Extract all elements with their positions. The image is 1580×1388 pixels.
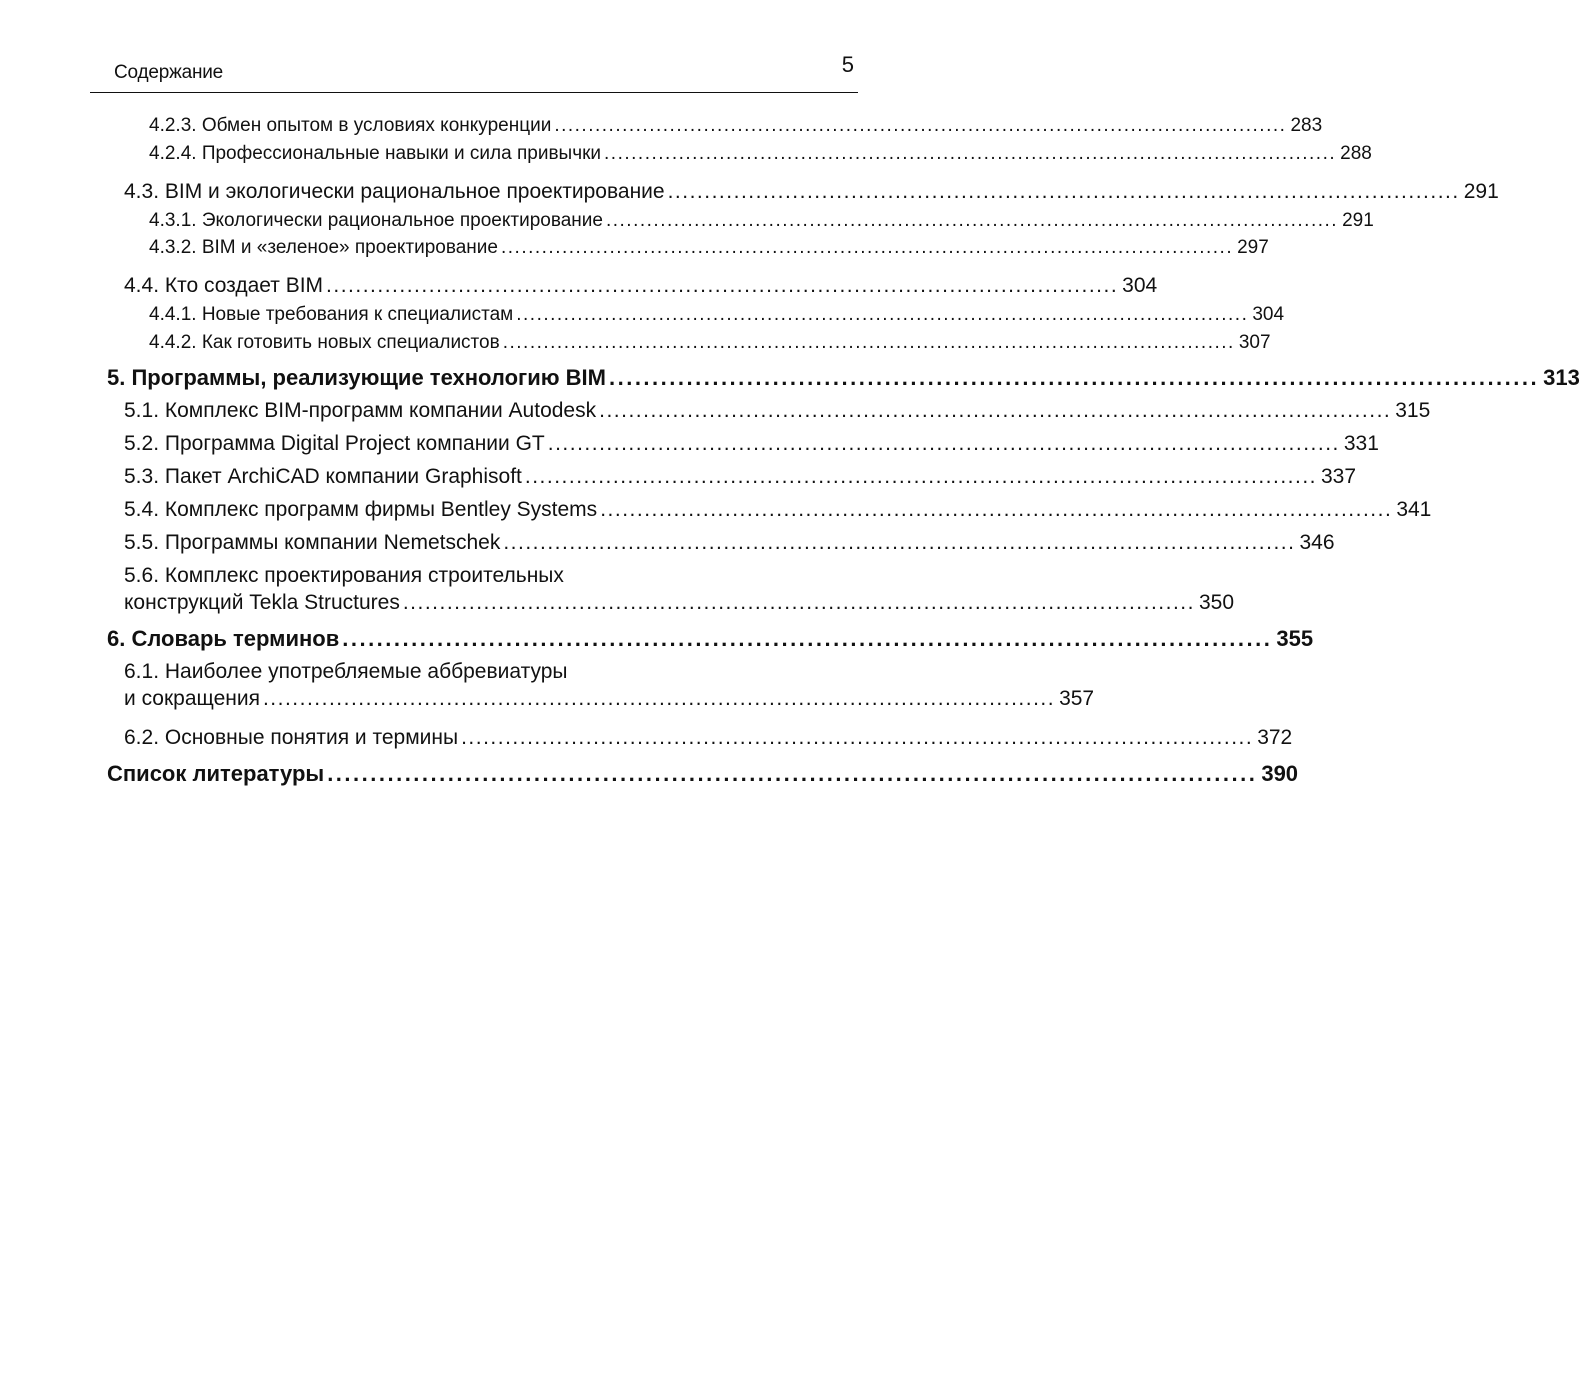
leader-dots: ............................................................................................................ xyxy=(604,143,1337,164)
leader-dots: ............................................................................................................ xyxy=(502,332,1235,353)
toc-entry-title: 5.5. Программы компании Nemetschek xyxy=(124,531,501,554)
toc-entry-page: 304 xyxy=(1122,274,1158,297)
toc-entry-page: 331 xyxy=(1343,432,1379,455)
toc-bibliography[interactable] xyxy=(107,761,1299,787)
toc-entry-page: 297 xyxy=(1237,237,1269,258)
toc-entry-title: конструкций Tekla Structures xyxy=(124,591,400,614)
toc-entry-title: 5.4. Комплекс программ фирмы Bentley Systems xyxy=(124,498,598,521)
leader-dots: ............................................................................................................ xyxy=(516,304,1249,325)
leader-dots: ............................................................................................................ xyxy=(500,237,1234,258)
toc-entry-page: 288 xyxy=(1340,143,1372,164)
toc-entry-page: 350 xyxy=(1198,591,1235,614)
toc-entry-5-5[interactable] xyxy=(124,531,1335,555)
toc-entry-title: 4.3.1. Экологически рациональное проектирование xyxy=(149,210,603,231)
leader-dots: ............................................................................................................ xyxy=(600,498,1393,521)
running-head: Содержание xyxy=(114,62,224,83)
toc-entry-page: 291 xyxy=(1342,210,1374,231)
toc-entry-5-6-line1[interactable]: 5.6. Комплекс проектирования строительных xyxy=(124,564,564,587)
toc-entry-5-2[interactable] xyxy=(124,432,1379,456)
toc-entry-page: 355 xyxy=(1276,626,1314,651)
toc-entry-title: 6. Словарь терминов xyxy=(107,626,340,651)
leader-dots: ............................................................................................................ xyxy=(547,432,1340,455)
toc-entry-6-2[interactable] xyxy=(124,726,1293,750)
toc-entry-page: 283 xyxy=(1290,115,1323,136)
toc-entry-page: 337 xyxy=(1321,465,1357,488)
toc-entry-page: 357 xyxy=(1059,687,1095,710)
toc-entry-page: 291 xyxy=(1463,180,1499,203)
toc-entry-title: 5.2. Программа Digital Project компании GT xyxy=(124,432,545,455)
toc-entry-title: 5. Программы, реализующие технологию BIM xyxy=(107,365,606,390)
toc-entry-page: 304 xyxy=(1252,304,1285,325)
toc-entry-title: 4.3. BIM и экологически рациональное проектирование xyxy=(124,180,665,203)
leader-dots: ............................................................................................................ xyxy=(608,365,1540,390)
toc-entry-5-6[interactable] xyxy=(124,591,1235,615)
toc-entry-title: Список литературы xyxy=(107,761,325,786)
toc-entry-title: 4.4.1. Новые требования к специалистам xyxy=(149,304,514,325)
toc-entry-title: и сокращения xyxy=(124,687,260,710)
leader-dots: ............................................................................................................ xyxy=(605,210,1339,231)
toc-entry-page: 341 xyxy=(1396,498,1432,521)
page-number: 5 xyxy=(841,52,854,77)
toc-entry-title: 6.2. Основные понятия и термины xyxy=(124,726,459,749)
leader-dots: ............................................................................................................ xyxy=(599,399,1392,422)
toc-entry-4-4[interactable] xyxy=(124,274,1158,298)
leader-dots: ............................................................................................................ xyxy=(342,626,1273,651)
toc-entry-title: 5.1. Комплекс BIM-программ компании Autodesk xyxy=(124,399,597,422)
toc-entry-4-3[interactable] xyxy=(124,180,1499,204)
toc-entry-page: 346 xyxy=(1299,531,1335,554)
toc-entry-page: 372 xyxy=(1257,726,1293,749)
leader-dots: ............................................................................................................ xyxy=(326,274,1119,297)
toc-entry-title: 4.2.3. Обмен опытом в условиях конкуренции xyxy=(149,115,552,136)
toc-entry-title: 4.3.2. BIM и «зеленое» проектирование xyxy=(149,237,498,258)
leader-dots: ............................................................................................................ xyxy=(327,761,1258,786)
leader-dots: ............................................................................................................ xyxy=(262,687,1056,710)
leader-dots: ............................................................................................................ xyxy=(461,726,1254,749)
toc-entry-page: 313 xyxy=(1543,365,1580,390)
toc-entry-4-2-3[interactable] xyxy=(149,115,1323,137)
toc-chapter-5[interactable] xyxy=(107,365,1580,391)
toc-entry-4-3-1[interactable] xyxy=(149,210,1374,232)
toc-entry-5-4[interactable] xyxy=(124,498,1432,522)
leader-dots: ............................................................................................................ xyxy=(402,591,1195,614)
toc-entry-page: 315 xyxy=(1395,399,1431,422)
toc-entry-4-2-4[interactable] xyxy=(149,143,1372,165)
toc-entry-5-1[interactable] xyxy=(124,399,1431,423)
toc-entry-title: 4.2.4. Профессиональные навыки и сила привычки xyxy=(149,143,602,164)
leader-dots: ............................................................................................................ xyxy=(503,531,1296,554)
toc-entry-title: 5.3. Пакет ArchiCAD компании Graphisoft xyxy=(124,465,522,488)
toc-entry-page: 307 xyxy=(1238,332,1271,353)
toc-entry-5-3[interactable] xyxy=(124,465,1357,489)
toc-entry-4-4-1[interactable] xyxy=(149,304,1285,326)
toc-entry-6-1[interactable] xyxy=(124,687,1095,711)
toc-entry-4-3-2[interactable] xyxy=(149,237,1269,259)
toc-entry-6-1-line1[interactable]: 6.1. Наиболее употребляемые аббревиатуры xyxy=(124,660,568,683)
leader-dots: ............................................................................................................ xyxy=(524,465,1317,488)
leader-dots: ............................................................................................................ xyxy=(667,180,1460,203)
toc-entry-page: 390 xyxy=(1261,761,1299,786)
toc-chapter-6[interactable] xyxy=(107,626,1314,652)
toc-entry-4-4-2[interactable] xyxy=(149,332,1271,354)
toc-entry-title: 4.4. Кто создает BIM xyxy=(124,274,324,297)
toc-entry-title: 4.4.2. Как готовить новых специалистов xyxy=(149,332,500,353)
page-header xyxy=(90,52,858,93)
leader-dots: ............................................................................................................ xyxy=(554,115,1287,136)
